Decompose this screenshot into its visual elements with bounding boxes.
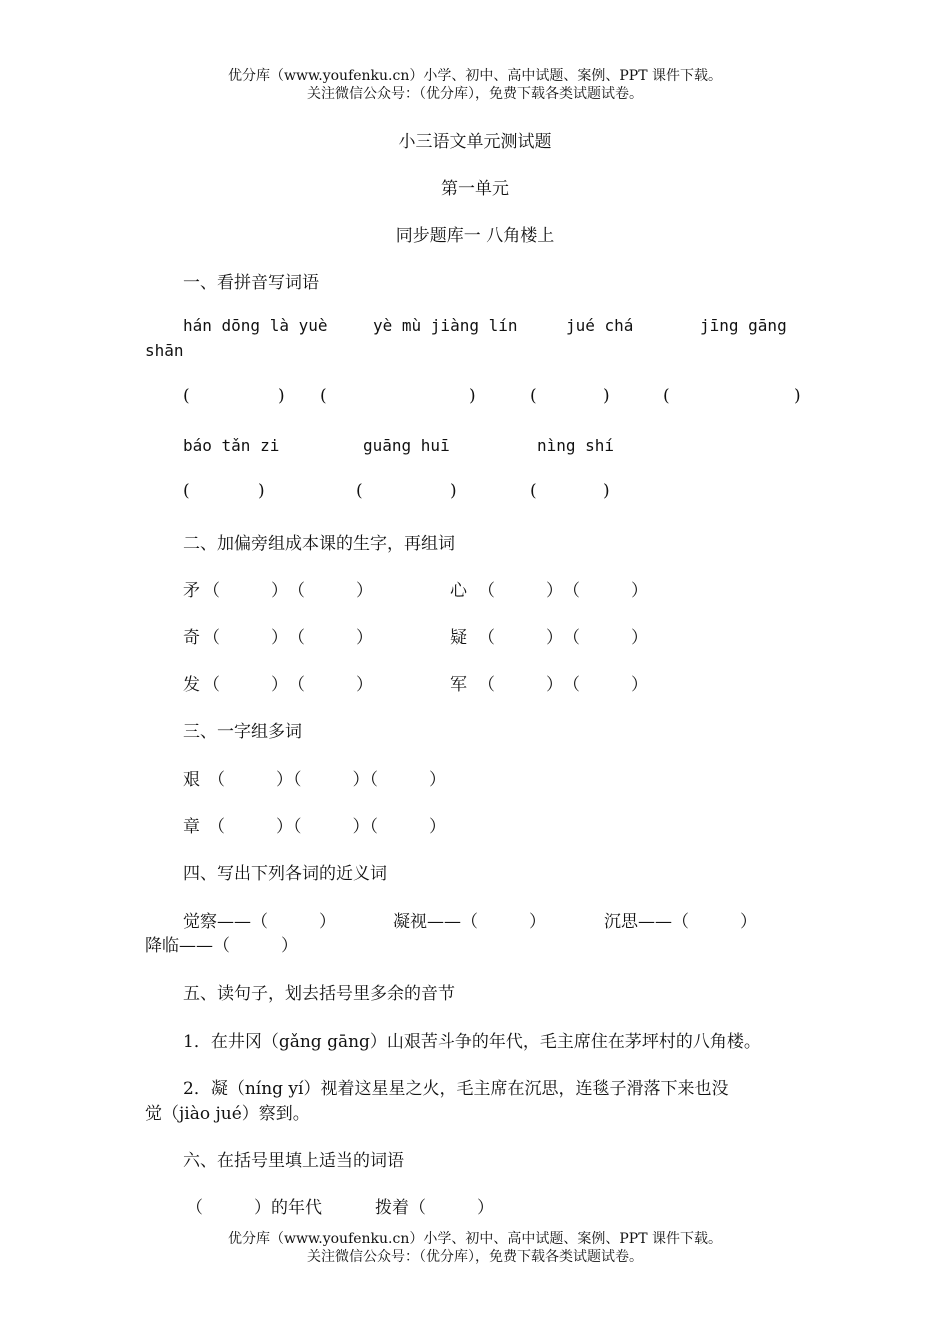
pinyin-5: báo tǎn zi	[183, 436, 280, 455]
section-3-heading: 三、一字组多词	[183, 722, 302, 742]
fill-item-2[interactable]: 拨着（ ）	[375, 1198, 494, 1218]
blank-pair[interactable]: （ ） （ ）	[478, 675, 648, 695]
synonym-4[interactable]: 降临——（ ）	[145, 936, 298, 956]
section-5-heading: 五、读句子，划去括号里多余的音节	[183, 984, 455, 1004]
pinyin-7: nìng shí	[537, 436, 615, 455]
paren-close: )	[450, 481, 457, 501]
synonym-2[interactable]: 凝视——（ ）	[393, 912, 546, 932]
unit-title: 第一单元	[441, 179, 509, 199]
blank-pair[interactable]: （ ） （ ）	[203, 581, 373, 601]
blank-pair[interactable]: （ ） （ ）	[478, 628, 648, 648]
blank-pair[interactable]: （ ） （ ）	[203, 675, 373, 695]
footer-line-1: 优分库（www.youfenku.cn）小学、初中、高中试题、案例、PPT 课件下载。	[227, 1231, 722, 1247]
doc-title: 小三语文单元测试题	[398, 132, 552, 152]
char-multi-2: 章	[183, 817, 200, 837]
footer-line-2: 关注微信公众号：（优分库），免费下载各类试题试卷。	[307, 1249, 643, 1265]
pinyin-3: jué chá	[566, 316, 634, 335]
blank-pair[interactable]: （ ） （ ）	[203, 628, 373, 648]
section-2-heading: 二、加偏旁组成本课的生字，再组词	[183, 534, 455, 554]
answer-blank[interactable]: (	[183, 386, 190, 406]
lesson-title: 同步题库一 八角楼上	[395, 226, 555, 246]
pinyin-1: hán dōng là yuè	[183, 316, 328, 335]
synonym-3[interactable]: 沉思——（ ）	[604, 912, 757, 932]
pinyin-4: jīng gāng	[700, 316, 787, 335]
char-right-3: 军	[450, 675, 467, 695]
answer-blank[interactable]: (	[320, 386, 327, 406]
header-line-1: 优分库（www.youfenku.cn）小学、初中、高中试题、案例、PPT 课件下载。	[227, 68, 722, 84]
paren-close: )	[603, 386, 610, 406]
section-4-heading: 四、写出下列各词的近义词	[183, 864, 387, 884]
synonym-1[interactable]: 觉察——（ ）	[183, 912, 336, 932]
char-left-1: 矛	[183, 581, 200, 601]
char-left-2: 奇	[183, 628, 200, 648]
header-line-2: 关注微信公众号：（优分库），免费下载各类试题试卷。	[307, 86, 643, 102]
sentence-2a: 2．凝（níng yí）视着这星星之火，毛主席在沉思，连毯子滑落下来也没	[183, 1079, 729, 1099]
answer-blank[interactable]: (	[530, 481, 537, 501]
pinyin-4-wrap: shān	[145, 341, 184, 360]
answer-blank[interactable]: (	[663, 386, 670, 406]
pinyin-2: yè mù jiàng lín	[373, 316, 518, 335]
paren-close: )	[258, 481, 265, 501]
sentence-2b: 觉（jiào jué）察到。	[145, 1104, 310, 1124]
answer-blank[interactable]: (	[530, 386, 537, 406]
paren-close: )	[278, 386, 285, 406]
pinyin-6: guāng huī	[363, 436, 450, 455]
sentence-1: 1．在井冈（gǎng gāng）山艰苦斗争的年代，毛主席住在茅坪村的八角楼。	[183, 1032, 761, 1052]
fill-item-1[interactable]: （ ）的年代	[186, 1198, 322, 1218]
blank-triple[interactable]: （ ）（ ）（ ）	[208, 817, 446, 837]
section-1-heading: 一、看拼音写词语	[183, 273, 319, 293]
char-right-2: 疑	[450, 628, 467, 648]
answer-blank[interactable]: (	[183, 481, 190, 501]
char-left-3: 发	[183, 675, 200, 695]
paren-close: )	[469, 386, 476, 406]
blank-triple[interactable]: （ ）（ ）（ ）	[208, 770, 446, 790]
char-multi-1: 艰	[183, 770, 200, 790]
char-right-1: 心	[450, 581, 467, 601]
paren-close: )	[794, 386, 801, 406]
blank-pair[interactable]: （ ） （ ）	[478, 581, 648, 601]
section-6-heading: 六、在括号里填上适当的词语	[183, 1151, 404, 1171]
answer-blank[interactable]: (	[356, 481, 363, 501]
paren-close: )	[603, 481, 610, 501]
